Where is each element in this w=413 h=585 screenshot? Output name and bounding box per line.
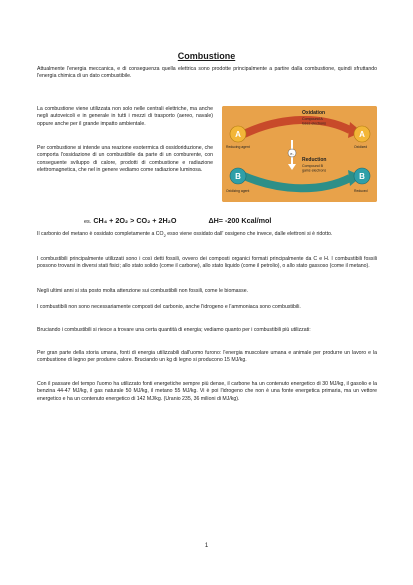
page-title: Combustione bbox=[177, 51, 236, 61]
paragraph-history: Per gran parte della storia umana, fonti di energia utilizzabili dall'uomo furono: l'energia muscolare umana e animale per produrre un lavoro e la combustione di legno per produrre calore. Bruciando un kg di legno si producono 15 MJ/kg. bbox=[37, 350, 377, 364]
paragraph-energy-values: Con il passare del tempo l'uomo ha utilizzato fonti energetiche sempre più dense, il carbone ha un contenuto energetico di 30 MJ/kg, il gasolio e la benzina 44-47 MJ/kg, il gas naturale 50 MJ/kg, il metano 55 MJ/kg. Vi è poi l'idrogeno che non è una fonte energetica primaria, ma un vettore energetico e ha un contenuto energetico di 142 MJ/kg. (Uranio 235, 36 milioni di MJ/kg). bbox=[37, 381, 377, 402]
paragraph-combustion-usage: La combustione viene utilizzata non solo nelle centrali elettriche, ma anche negli autoveicoli e in generale in tutti i mezzi di trasporto (aereo, navale) oppure anche per il grande impatto ambientale. bbox=[37, 106, 213, 127]
oxidation-sub2: loses electrons bbox=[302, 121, 326, 126]
reduction-title: Reduction bbox=[302, 157, 327, 163]
methane-subscript: 2 bbox=[163, 233, 166, 239]
paragraph-non-carbon-fuels: I combustibili non sono necessariamente composti del carbonio, anche l'idrogeno e l'ammoniaca sono combustibili. bbox=[37, 304, 301, 310]
oxidized-label: Oxidized bbox=[354, 145, 368, 149]
atom-a-right-label: A bbox=[359, 130, 365, 139]
methane-text-post: esso viene ossidato dall' ossigeno che invece, dalle elettroni si è ridotto. bbox=[165, 231, 333, 237]
reduction-sub1: Compound B bbox=[302, 164, 323, 168]
reduced-label: Reduced bbox=[354, 189, 368, 193]
electron-label: e- bbox=[290, 151, 294, 156]
paragraph-burning-energy: Bruciando i combustibili si riesce a trovare una certa quantità di energia; vediamo quanto per i combustibili più utilizzati: bbox=[37, 327, 311, 333]
page-number: 1 bbox=[204, 543, 209, 549]
intro-paragraph: Attualmente l'energia meccanica, e di conseguenza quella elettrica sono prodotte principalmente a partire dalla combustione, quindi sfruttando l'energia chimica di un dato combustibile. bbox=[37, 66, 377, 80]
redox-figure bbox=[222, 106, 377, 202]
paragraph-methane bbox=[37, 231, 377, 239]
paragraph-combustion-definition: Per combustione si intende una reazione esotermica di ossidoriduzione, che comporta l'ossidazione di un combustibile da parte di un comburente, con conseguente sviluppo di calore, prodotti di combustione e radiazione elettromagnetica, che nel in genere vediamo come radiazione luminosa. bbox=[37, 145, 213, 174]
oxidation-sub1: Compound A bbox=[302, 117, 323, 121]
equation-reaction: CH₄ + 2O₂ > CO₂ + 2H₂O bbox=[93, 216, 177, 225]
atom-a-left-label: A bbox=[235, 130, 241, 139]
paragraph-recent-fuels: Negli ultimi anni si sta posto molta attenzione sui combustibili non fossili, come le biomasse. bbox=[37, 288, 249, 294]
equation-enthalpy: ΔH= -200 Kcal/mol bbox=[208, 216, 272, 225]
combustion-equation bbox=[84, 216, 344, 225]
equation-label: es. bbox=[84, 219, 92, 225]
paragraph-fossil-fuels: I combustibili principalmente utilizzati sono i così detti fossili, ovvero dei composti organici formati principalmente da C e H. I combustibili fossili possono trovarsi in diversi stati fisici; allo stato solido (come il carbone), allo stato liquido (come il petrolio), o allo stato gassoso (come il metano). bbox=[37, 256, 377, 270]
atom-b-left-label: B bbox=[235, 172, 241, 181]
atom-b-right-label: B bbox=[359, 172, 365, 181]
methane-text-pre: Il carbonio del metano è ossidato completamente a CO bbox=[37, 231, 164, 237]
reduction-sub2: gains electrons bbox=[302, 168, 327, 173]
redox-diagram bbox=[222, 106, 377, 202]
reducing-agent-label: Reducing agent bbox=[226, 145, 250, 149]
oxidizing-agent-label: Oxidizing agent bbox=[226, 189, 250, 193]
oxidation-title: Oxidation bbox=[302, 110, 326, 116]
